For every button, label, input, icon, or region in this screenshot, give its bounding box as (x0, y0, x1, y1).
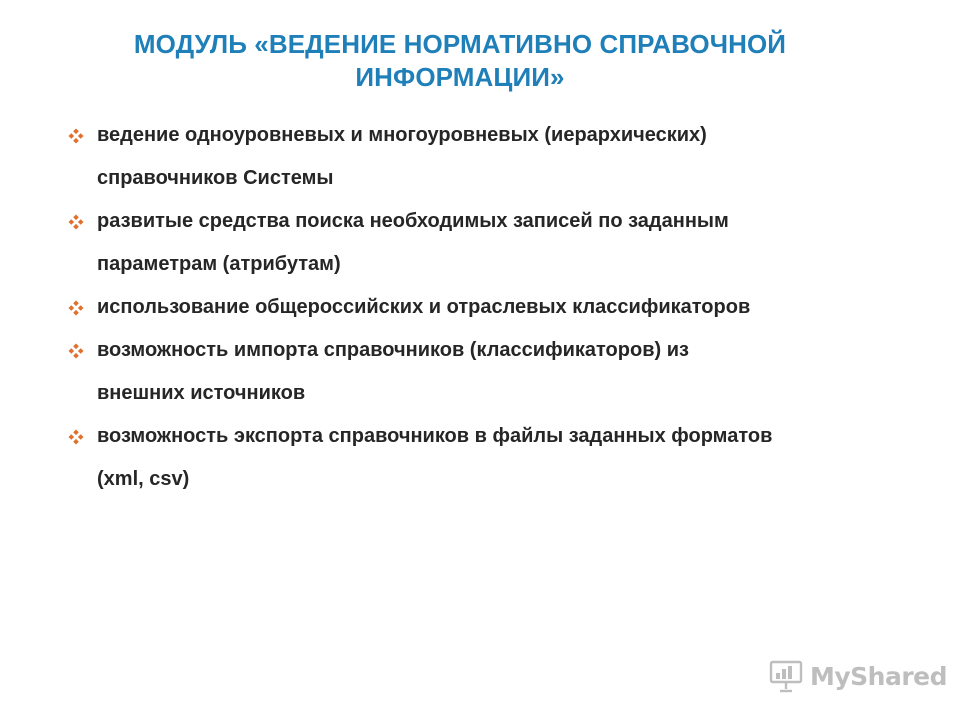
bullet-text-line-2: (xml, csv) (97, 468, 190, 490)
diamond-bullet-icon (68, 429, 84, 445)
bullet-text-line-1: возможность импорта справочников (классификаторов) из (97, 339, 689, 361)
bullet-text-line-1: использование общероссийских и отраслевых классификаторов (97, 296, 751, 318)
bullet-item (68, 114, 928, 200)
presentation-board-icon (768, 659, 804, 693)
watermark (768, 656, 947, 696)
bullet-item (68, 329, 928, 415)
bullet-text-line-1: возможность экспорта справочников в файлы заданных форматов (97, 425, 773, 447)
bullet-text-line-1: ведение одноуровневых и многоуровневых (иерархических) (97, 124, 707, 146)
bullet-item (68, 415, 928, 501)
bullet-text-line-1: развитые средства поиска необходимых записей по заданным (97, 210, 729, 232)
bullet-text-line-2: параметрам (атрибутам) (97, 253, 341, 275)
slide-title-line-1: МОДУЛЬ «ВЕДЕНИЕ НОРМАТИВНО СПРАВОЧНОЙ (133, 29, 787, 59)
bullet-list (68, 114, 928, 501)
slide-title-line-2: ИНФОРМАЦИИ» (355, 62, 565, 92)
slide-title (100, 28, 820, 94)
bullet-item (68, 200, 928, 286)
bullet-text-line-2: внешних источников (97, 382, 306, 404)
watermark-text: MyShared (810, 661, 948, 691)
diamond-bullet-icon (68, 300, 84, 316)
bullet-text-line-2: справочников Системы (97, 167, 334, 189)
diamond-bullet-icon (68, 343, 84, 359)
bullet-item (68, 286, 928, 329)
diamond-bullet-icon (68, 214, 84, 230)
diamond-bullet-icon (68, 128, 84, 144)
